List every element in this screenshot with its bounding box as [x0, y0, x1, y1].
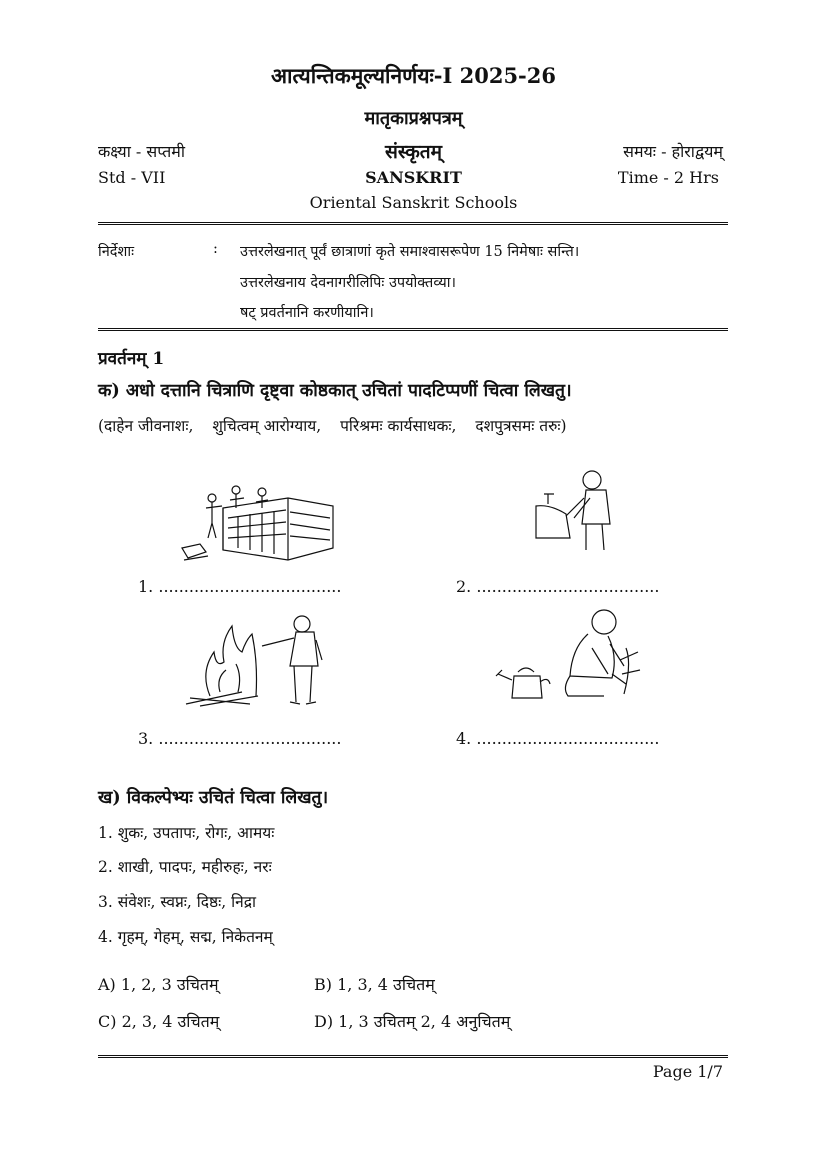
- choice-b[interactable]: B) 1, 3, 4 उचितम्: [314, 975, 435, 994]
- time-label: समयः - होराद्वयम्: [623, 142, 723, 161]
- instruction-line: उत्तरलेखनाय देवनागरीलिपिः उपयोक्तव्या।: [240, 275, 456, 291]
- section-heading: प्रवर्तनम् 1: [98, 349, 165, 369]
- handwashing-picture: [530, 464, 618, 552]
- class-label: कक्ष्या - सप्तमी: [98, 142, 185, 161]
- option-list: [98, 414, 567, 436]
- answer-blank[interactable]: 4. ....................................: [456, 729, 660, 748]
- list-item: 4. गृहम्, गेहम्, सद्म, निकेतनम्: [98, 928, 273, 946]
- fire-picture: [180, 612, 328, 710]
- school-name: Oriental Sanskrit Schools: [309, 193, 518, 212]
- divider: [98, 222, 728, 225]
- question-b: ख) विकल्पेभ्यः उचितं चित्वा लिखतु।: [98, 788, 329, 808]
- instructions-label: निर्देशाः: [98, 244, 135, 260]
- answer-blank[interactable]: 2. ....................................: [456, 577, 660, 596]
- option: परिश्रमः कार्यसाधकः,: [340, 417, 457, 435]
- construction-picture: [178, 478, 338, 570]
- choice-a[interactable]: A) 1, 2, 3 उचितम्: [98, 975, 219, 994]
- list-item: 3. संवेशः, स्वप्नः, दिष्ठः, निद्रा: [98, 893, 257, 911]
- time-en: Time - 2 Hrs: [617, 168, 719, 187]
- option: शुचित्वम् आरोग्याय,: [212, 417, 322, 435]
- choice-c[interactable]: C) 2, 3, 4 उचितम्: [98, 1012, 220, 1031]
- instructions-colon: :: [213, 241, 218, 257]
- subject-label: संस्कृतम्: [384, 141, 443, 163]
- instruction-line: उत्तरलेखनात् पूर्वं छात्राणां कृते समाश्वासरूपेण 15 निमेषाः सन्ति।: [240, 244, 580, 260]
- subject-en: SANSKRIT: [365, 168, 462, 187]
- instruction-line: षट् प्रवर्तनानि करणीयानि।: [240, 305, 374, 321]
- exam-title: आत्यन्तिकमूल्यनिर्णयः-I 2025-26: [270, 63, 556, 88]
- planting-picture: [492, 604, 644, 708]
- question-a: क) अधो दत्तानि चित्राणि दृष्ट्वा कोष्ठकात् उचितां पादटिप्पणीं चित्वा लिखतु।: [98, 381, 572, 401]
- page-number: Page 1/7: [652, 1062, 723, 1081]
- option: दशपुत्रसमः तरुः): [475, 417, 567, 435]
- list-item: 1. शुकः, उपतापः, रोगः, आमयः: [98, 824, 275, 842]
- divider: [98, 328, 728, 331]
- choice-d[interactable]: D) 1, 3 उचितम् 2, 4 अनुचितम्: [314, 1012, 511, 1031]
- answer-blank[interactable]: 1. ....................................: [138, 577, 342, 596]
- option: (दाहेन जीवनाशः,: [98, 417, 194, 435]
- paper-subtitle: मातृकाप्रश्नपत्रम्: [364, 108, 463, 129]
- footer-divider: [98, 1055, 728, 1058]
- answer-blank[interactable]: 3. ....................................: [138, 729, 342, 748]
- std-label: Std - VII: [98, 168, 166, 187]
- list-item: 2. शाखी, पादपः, महीरुहः, नरः: [98, 858, 272, 876]
